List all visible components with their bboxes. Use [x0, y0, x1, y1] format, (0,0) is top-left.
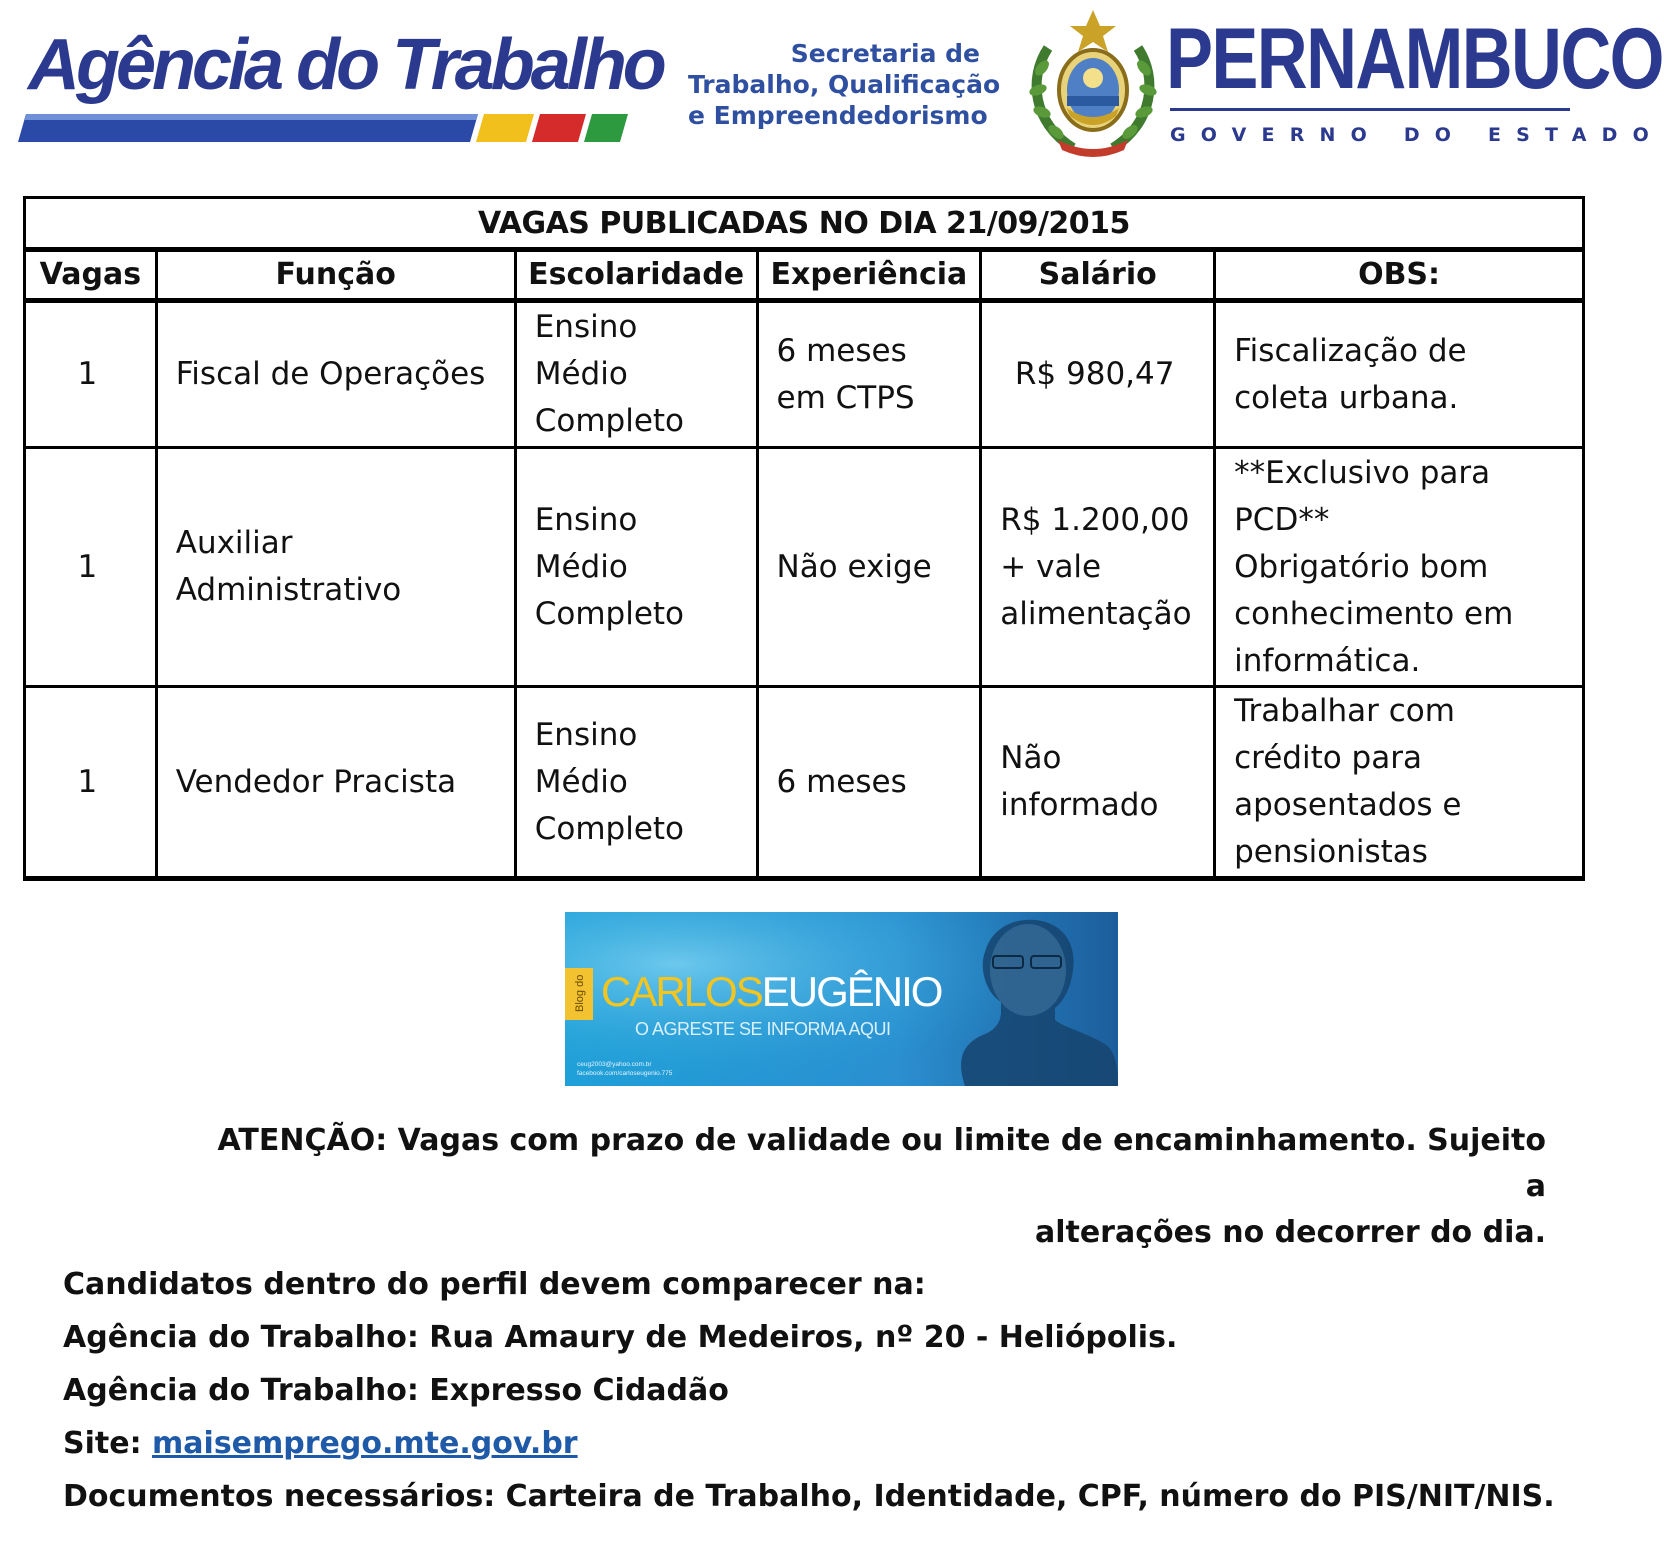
cell-escolaridade — [515, 687, 757, 879]
cell-line: R$ 980,47 — [1014, 356, 1175, 392]
cell-vagas: 1 — [25, 448, 157, 687]
cell-obs — [1215, 687, 1584, 879]
blog-contact-facebook: facebook.com/carloseugenio.775 — [577, 1070, 673, 1077]
column-header-escolaridade: Escolaridade — [515, 250, 757, 301]
cell-line: crédito para — [1234, 740, 1422, 776]
cell-obs — [1215, 301, 1584, 448]
site-line — [63, 1417, 1555, 1470]
job-vacancies-table — [23, 196, 1585, 881]
table-title-row — [25, 198, 1584, 250]
cell-obs — [1215, 448, 1584, 687]
pernambuco-title: PERNAMBUCO — [1166, 11, 1663, 107]
cell-line: Ensino — [534, 716, 638, 753]
secretaria-logo-text — [688, 38, 1001, 131]
pernambuco-coat-of-arms-icon — [1028, 8, 1158, 158]
cell-funcao — [156, 687, 515, 879]
column-header-funcao: Função — [156, 250, 515, 301]
attention-line-1: ATENÇÃO: Vagas com prazo de validade ou limite de encaminhamento. Sujeito a — [217, 1123, 1546, 1204]
cell-line: Completo — [534, 810, 685, 847]
cell-line: Médio — [534, 356, 628, 392]
required-documents: Documentos necessários: Carteira de Trabalho, Identidade, CPF, número do PIS/NIT/NIS. — [63, 1479, 1555, 1514]
cell-experiencia — [757, 301, 981, 448]
site-link[interactable]: maisemprego.mte.gov.br — [152, 1426, 578, 1461]
cell-salario — [981, 448, 1215, 687]
cell-salario — [981, 687, 1215, 879]
cell-line: PCD** — [1234, 501, 1330, 538]
cell-line: Médio — [534, 763, 628, 800]
blog-label: Blog do — [574, 974, 586, 1012]
cell-line: em CTPS — [776, 379, 915, 416]
pernambuco-divider — [1170, 108, 1570, 111]
agencia-logo-text: Agência do Trabalho — [28, 25, 663, 105]
table-header-row — [25, 250, 1584, 301]
cell-line: alimentação — [1000, 595, 1192, 632]
site-label: Site: — [63, 1426, 153, 1461]
cell-experiencia — [757, 448, 981, 687]
secretaria-line-2: Trabalho, Qualificação — [688, 70, 1001, 99]
cell-line: Auxiliar — [175, 525, 293, 561]
cell-experiencia — [757, 687, 981, 879]
cell-line: coleta urbana. — [1234, 379, 1459, 416]
secretaria-line-3: e Empreendedorismo — [688, 101, 988, 130]
cell-line: informado — [1000, 787, 1159, 823]
cell-line: informática. — [1234, 642, 1421, 679]
table-row — [25, 687, 1584, 879]
cell-line: Ensino — [534, 501, 638, 538]
blogger-name-part1: CARLOS — [601, 968, 762, 1015]
cell-line: Vendedor Pracista — [175, 763, 457, 800]
cell-line: Obrigatório bom — [1234, 548, 1489, 585]
table-row — [25, 448, 1584, 687]
agency-address-2: Agência do Trabalho: Expresso Cidadão — [63, 1373, 729, 1408]
cell-line: 6 meses — [776, 763, 907, 800]
cell-line: pensionistas — [1234, 834, 1428, 870]
column-header-experiencia: Experiência — [757, 250, 981, 301]
blog-tagline: O AGRESTE SE INFORMA AQUI — [635, 1019, 891, 1039]
cell-line: Não — [1000, 740, 1062, 776]
blogger-name — [601, 968, 942, 1015]
carlos-eugenio-blog-banner — [565, 912, 1118, 1086]
cell-line: Completo — [534, 403, 685, 439]
cell-salario — [981, 301, 1215, 448]
agencia-do-trabalho-logo — [18, 22, 663, 152]
cell-line: R$ 1.200,00 — [1000, 501, 1190, 538]
candidate-instructions — [63, 1258, 1555, 1523]
cell-line: aposentados e — [1234, 787, 1462, 823]
cell-vagas: 1 — [25, 687, 157, 879]
cell-escolaridade — [515, 301, 757, 448]
cell-line: Administrativo — [175, 572, 402, 608]
attention-line-2: alterações no decorrer do dia. — [1034, 1215, 1546, 1250]
blog-contact-email: ceug2003@yahoo.com.br — [577, 1061, 652, 1068]
column-header-vagas: Vagas — [25, 250, 157, 301]
column-header-salario: Salário — [981, 250, 1215, 301]
cell-line: Completo — [534, 595, 685, 632]
table-row — [25, 301, 1584, 448]
candidates-intro: Candidatos dentro do perfil devem comparecer na: — [63, 1267, 926, 1302]
cell-line: Fiscalização de — [1234, 332, 1467, 369]
table-title: VAGAS PUBLICADAS NO DIA 21/09/2015 — [25, 198, 1584, 250]
cell-funcao — [156, 448, 515, 687]
agencia-logo-color-bar — [18, 114, 628, 142]
governo-do-estado-subtitle: GOVERNO DO ESTADO — [1170, 124, 1664, 146]
cell-line: Ensino — [534, 309, 638, 345]
attention-notice — [200, 1118, 1546, 1256]
cell-line: conhecimento em — [1234, 595, 1514, 632]
cell-line: Não exige — [776, 548, 932, 585]
blogger-name-part2: EUGÊNIO — [761, 968, 942, 1015]
cell-line: + vale — [1000, 548, 1102, 585]
cell-line: Médio — [534, 548, 628, 585]
agency-address-1: Agência do Trabalho: Rua Amaury de Medeiros, nº 20 - Heliópolis. — [63, 1320, 1178, 1355]
cell-line: **Exclusivo para — [1234, 454, 1491, 491]
column-header-obs: OBS: — [1215, 250, 1584, 301]
cell-escolaridade — [515, 448, 757, 687]
cell-line: Trabalhar com — [1234, 693, 1455, 729]
cell-line: 6 meses — [776, 332, 907, 369]
cell-line: Fiscal de Operações — [175, 356, 486, 392]
cell-funcao — [156, 301, 515, 448]
cell-vagas: 1 — [25, 301, 157, 448]
secretaria-line-1: Secretaria de — [790, 39, 980, 68]
